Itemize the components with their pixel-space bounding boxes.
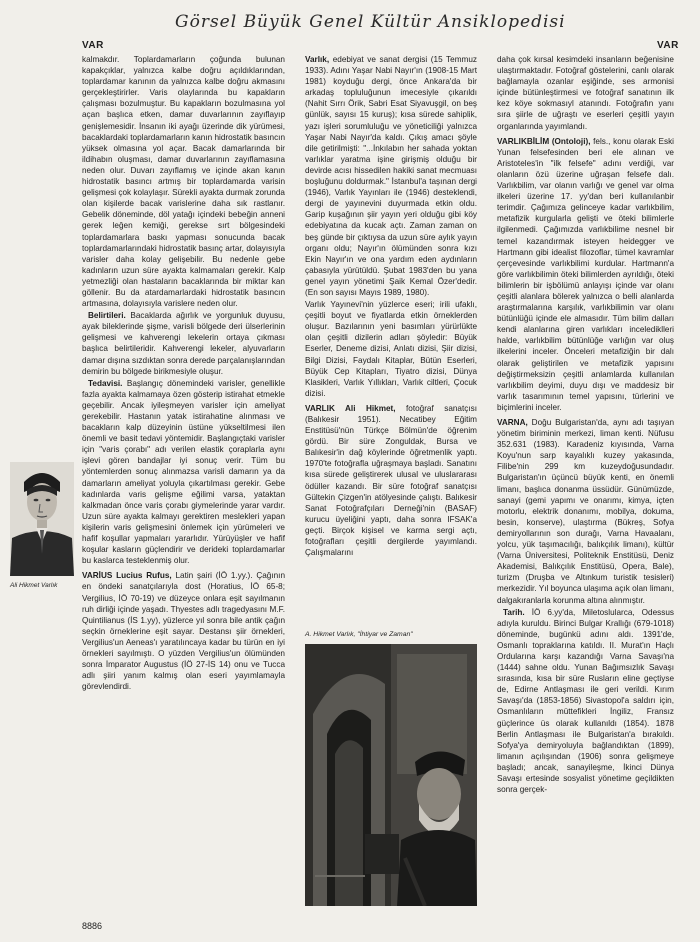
entry-text: fels., konu olarak Eski Yunan felsefesinden beri ele alınan ve Aristoteles'in "ilk felsefe" adını verdiği, var olanların özü üzerine uğraşan felsefe dalı. Varlıkbilim, var olanın varlığı ve genel var olma ilkeleri üzerine 17. yy'dan beri kullanılanbir terimdir. Çağımıza gelinceye kadar varlıkbilim, metafizik kurgularla gelişti ve öteki bilimlerle ilgilenmedi. Çağımızda varlıkbilime nesnel bir temel kazandırmak isteyen heidegger ve Hartmann gibi idealist filozoflar, tümel kavramlar çerçevesinde varlıkbilimi kurdular. Hartmann'a göre varlıkbilimin öteki bilimlerden ayrıldığı, öteki bilimlerin bir işbölümü anlayışı içinde var olanı çeşitli alanlara bölerek yalnızca o belli alanlarda araştırmalarına karşılık, varlıkbilimin var olanı bütünlüğü içinde ele almasıdır. Tüm bilim dalları kendi alanlarına giren varlıkları incelediklleri halde, varlıkbilim bütünlüğe varlığın var oluş ilkelerini inceler. Önceleri metafiziğin bir dalı olarak geliştirilen ve metafizik yapısını değiştirmeksizin çeşitli anlamlarda kullanılan varlıkbilim deyimi, duyu dışı ve maddesiz bir varlık tasarımının temel yapısını, türlerini ve biçimlerini inceler. [497, 136, 674, 412]
entry-headword: Varlık, [305, 55, 330, 64]
photograph-image [305, 644, 477, 906]
subheading: Tarih. [503, 607, 525, 617]
entry [497, 417, 674, 606]
paragraph: Varlık Yayınevi'nin yüzlerce eseri; irili ufaklı, çeşitli boyut ve fiyatlarda etkin örneklerden oluşur. Bazılarının yeni basımları yürürlükte olan çeşitli dizilerin adları şöyledir: Büyük Eserler, Deneme dizisi, Anlatı dizisi, Şiir dizisi, Bilgi Dizisi, Faydalı Kitaplar, Bütün Eserleri, Büyük Cep Kitapları, Tiyatro dizisi, Dünya Klasikleri, Varlık Yıllıkları, Varlık ciltleri, Çocuk dizisi. [305, 300, 477, 398]
paragraph [82, 310, 285, 377]
page-number: 8886 [82, 921, 103, 931]
column-1 [82, 54, 285, 916]
photograph-old-man [305, 644, 477, 906]
portrait-image [10, 462, 74, 576]
entry [305, 54, 477, 298]
entry-text: edebiyat ve sanat dergisi (15 Temmuz 1933). Adını Yaşar Nabi Nayır'ın (1908-15 Mart 1981) koyduğu dergi, önce Ankara'da bir arkadaş topluluğunun imecesiyle çıkarıldı (Nahit Sırrı Örik, Sabri Esat Siyavuşgil, on beş günlük, sayısı 15 kuruş); kısa sürede sahiplik, yazı işleri sorumluluğu ve yöneticiliği yalnızca Yaşar Nabi Nayır'da kaldı. Çıkış amacı şöyle dile getirilmişti: "...İnkılabın her sahada yoktan varlıklar yaratma işine girişmiş olduğu bir devirde acısı hissedilen hakiki sanat mecmuası boşluğunu doldurmak." İstanbul'a taşınan dergi (1946), Varlık Yayınları ile (1946) desteklendi, dergi de yayınevini duyurmada etkin oldu. Garip kuşağının şiir yayın yeri olduğu gibi köy edebiyatına da kucak açtı. Zaman zaman on beş günde bir çıktıysa da uzun süre aylık yayın organı oldu; Nayır'ın ölümünden sonra kızı Ekin Nayır'ın ve ona yardım eden aydınların çabasıyla yürütüldü. Şubat 1983'den bu yana genel yayın yönetimi Şaik Kemal Özer'dedir. (En son sayısı Mayıs 1989, 1980). [305, 55, 477, 297]
entry [497, 136, 674, 413]
photo-caption: A. Hikmet Varlık, "İhtiyar ve Zaman" [305, 631, 413, 638]
paragraph [82, 378, 285, 567]
entry-text: Doğu Bulgaristan'da, aynı adı taşıyan yönetim biriminin merkezi, liman kenti. Nüfusu 352.631 (1983). Karadeniz kıyısında, Varna Koyu'nun sarp kayalıklı kuzey yakasında, Filibe'nin 299 km kuzeydoğusundadır. Bulgaristan'ın üçüncü büyük kenti, en önemli limanı, başlıca donanma üssüdür. Günümüzde, sanayi (gemi yapımı ve onarımı, kimya, içten motorlu, elektrik donanımı, mobilya, dokuma, besin, konserve), ulaştırma (Bükreş, Sofya demiryollarının son durağı, Varna Havaalanı, yolcu, yük taşımacılığı, balıkçılık limanı), kültür (Varna Üniversitesi, Politeknik Enstitüsü, Deniz Akademisi, Balıkçılık Enstitüsü, Opera, Bale), turizm (Druşba ve Altınkum turistik tesisleri) merkezidir. Yıl boyunca ulaşıma açık olan limanı, dalgakıranlarla korunma altına alınmıştır. [497, 418, 674, 605]
paragraph-text: Bacaklarda ağırlık ve yorgunluk duyusu, ayak bileklerinde şişme, varisli bölgede deri ülserlerinin gelişmesi ve kahverengi lekelerin ortaya çıkması başlıca belirtileridir. Kahverengi lekeler, alyuvarların damar dışına sızdıktan sonra derede parçalanışlarından demirin bu bölgede birikmesiyle oluşur. [82, 311, 285, 376]
entry [82, 570, 285, 692]
portrait-caption: Ali Hikmet Varlık [10, 582, 58, 589]
entry-text: fotoğraf sanatçısı (Balıkesir 1951). Necatibey Eğitim Enstitüsü'nün Türkçe Bölmün'de öğrenim gördü. Bir süre Zonguldak, Bursa ve Balıkesir'in dağ köylerinde öğretmenlik yaptı. 1970'te fotoğrafla uğraşmaya başladı. Sanatını kısa sürede geliştirerek ulusal ve uluslararası ödüller kazandı. Bir süre fotoğraf sanatçısı Gültekin Çizgen'in atölyesinde çalıştı. Balıkesir Sanat Fotoğrafçıları Derneği'nin (BASAF) kurucu üyeliğini yaptı, daha sonra IFSAK'a geçti. Birçok kişisel ve karma sergi açtı, fotoğrafları çeşitli dergilerde yayımlandı. Çalışmalarını [305, 403, 477, 558]
paragraph-text: Başlangıç dönemindeki varisler, genellikle fazla ayakta kalmamaya özen gösterip istirahat etmekle geçebilir. Ancak iyileşmeyen varisler için ameliyat gerekebilir. Hastanın yatak istirahatine alınması ve bacakların kalp düzeyinin üstüne yükseltilmesi ilen önemli ve basit tedavi yöntemidir. Başlangıçtaki varisler için "varis çorabı" adı verilen elastik çoraplarla aynı işlevi gören bandajlar iyi sonuç verir. Tüm bu yöntemlerden sonuç alınmazsa varisli damarın ya da damarların ameliyat yoluyla çıkartılması gerekir. Gebe kadınlarda varis gelişme eğilimi varsa, yataktan kalkmadan önce varis çorabı giymelerinde yarar vardır. Uzun süre ayakta kalmayı gerektiren meslekleri yapan kişilerin varis gelişmesini önlemek için yürümeleri ve hafif koşullar yapmaları yararlıdır. Yürüyüşler ve hafif koşular kasların güçlendirir ve derideki toplardamarlar bu kaslarca testeklenmiş olur. [82, 378, 285, 566]
entry-headword: VARNA, [497, 418, 528, 427]
entry-headword: VARLIKBİLİM (Ontoloji), [497, 136, 591, 146]
entry [305, 403, 477, 558]
entry-text: Latin şairi (İÖ 1.yy.). Çağının en öndeki sanatçılarıyla dost (Horatius, İÖ 65-8; Vergilius, İÖ 70-19) ve düzeyce onlara eşit sayılmanın ruh dirliği içinde yaşadı. Thyestes adlı tragedyasını M.F. Quintilianus (İS 1.yy), yüzlerce yıl sonra bile antik çağın seçkin örneklerine eşit sayar. Destansı şiir örnekleri, Vergilius'un Aeneas'ı yaratılıncaya kadar bu türün en iyi örnekleri sayılmıştı. O yüzden Vergilius'un ölümünden sonra İmparator Augustus (İÖ 27-İS 14) onu ve Tucca adlı şiiri yanım kalmış olan eseri yayımlamayla görevlendirdi. [82, 571, 285, 692]
column-2 [305, 54, 477, 629]
subheading: Belirtileri. [88, 311, 126, 321]
portrait-photo [10, 462, 74, 576]
paragraph: kalmakdır. Toplardamarların çoğunda bulunan kapakçıklar, yalnızca kalbe doğru açıldıklarından, toplardamar kanının da yalnızca kalbe doğru akmasını gerçekleştirirler. Varis olaylarında bu kapakların çalışması bozulmuştur. Bu kapakların bozulmasına yol açan başlıca etken, damar duvarlarının zayıflayıp genişlemesidir. İnsanın iki ayağı üzerinde dik yürümesi, bacaklardaki toplardamarların kanın hidrostatik basıncın yüksek olmasına yol açar. Bacak damarlarında bir ildihabın oluşması, damar duvarlarının zayıflamasına neden olur. Duvarı zayıflamış ve içinde akan kanın hidrostatik basıncı artmış bir toplardamarda varisin gelişmesi çok kolaylaşır. Sürekli ayakta durmak zorunda olan kişilerde bacak varislerine daha sık rastlanır. Gebelik döneminde, döl yatağı içindeki bebeğin anneni gerek leğen kemiği, gerekse sırt bölgesindeki toplardamarlara baskı yapması sonucunda bacak toplardamarlarındaki hidrostatik basınç artar, dolayısıyla varisler daha kolay gelişebilir. Bu nedenle gebe kadınların uzun süre ayakta kalmamaları gerekir. Kalp yetmezliği olan hastaların bacaklarında bir miktar kan göllenir. Bu da atardamarlardaki hidrostatik basıncın artmasına, dolayısıyla varislere neden olur. [82, 55, 285, 309]
entry-headword: VARLIK Ali Hikmet, [305, 403, 396, 413]
running-head-left: VAR [82, 40, 104, 51]
column-3 [497, 54, 674, 922]
running-head-right: VAR [657, 40, 679, 51]
subheading: Tedavisi. [88, 378, 123, 388]
paragraph-text: İÖ 6.yy'da, Miletoslularca, Odessus adıyla kuruldu. Birinci Bulgar Krallığı (679-1018) döneminde, bugünkü adını aldı. 1391'de, Osmanlı topraklarına katıldı. II. Murat'ın Haçlı Ordularına karşı kazandığı Varna Savaşı'na (1444) sahne oldu. Yunan Bağımsızlık Savaşı sırasında, kısa bir süre Rusların eline geçtiyse de, Edirne Antlaşması ile geri verildi. Kırım Savaşı'da (1853-1856) Sivastopol'a saldırı için, Osmanlıların müttefikleri İngiliz, Fransız güçlerince üs olarak kullanıldı (1854). 1878 Berlin Antlaşması ile Bulgaristan'a bırakıldı. Sofya'ya demiryoluyla bağlandıktan (1899), limanın açılışından (1906) sonra gelişmeye başladı; ancak, sanayileşme, İkinci Dünya Savaşı ertesinde sosyalist yönetime geçildikten sonra gerçek- [497, 607, 674, 795]
entry-headword: VARİUS Lucius Rufus, [82, 571, 172, 581]
handwritten-title: Görsel Büyük Genel Kültür Ansiklopedisi [175, 12, 566, 32]
paragraph [497, 607, 674, 796]
paragraph: daha çok kırsal kesimdeki insanların beğenisine ulaştırmaktadır. Fotoğraf göstelerini, canlı olarak bağlamayla ozanlar eşiğinde, ses armonisi içinde bütünleştirmesi ve fotoğraf sanatının ilk kez köye sokmasıyl atanındı. Fotoğrafın yanı sıra şiirle de uğraştı ve eserleri çeşitli yayın organlarında yayımlandı. [497, 55, 674, 131]
